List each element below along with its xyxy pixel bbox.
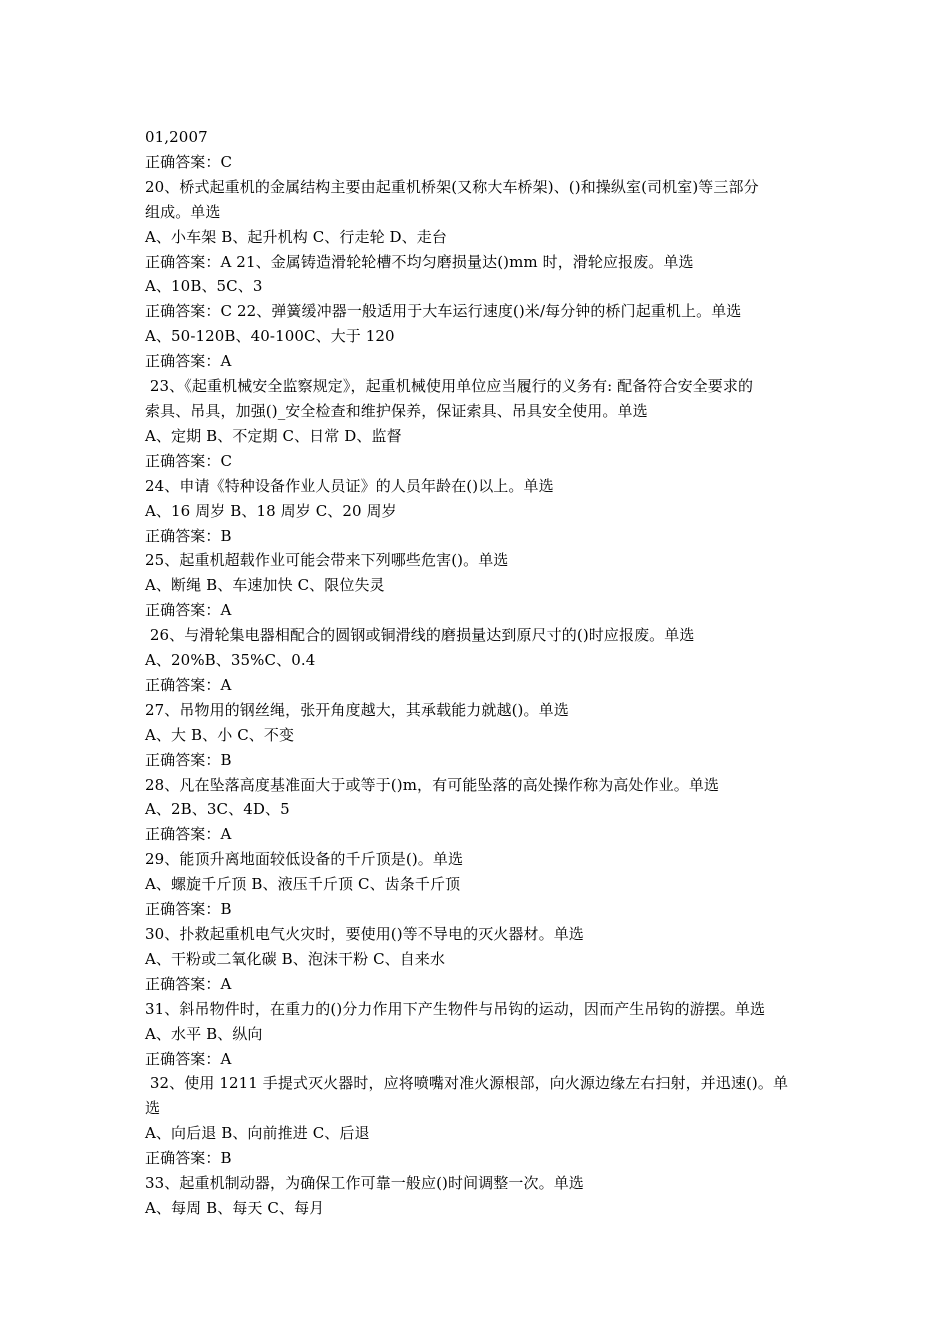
answer-line: 正确答案：B <box>145 900 232 919</box>
question-29: 29、能顶升离地面较低设备的千斤顶是()。单选 <box>145 850 464 869</box>
answer-and-question-21: 正确答案：A 21、金属铸造滑轮轮槽不均匀磨损量达()mm 时，滑轮应报废。单选 <box>145 252 694 271</box>
answer-line: 正确答案：C <box>145 451 233 470</box>
answer-line: 正确答案：A <box>145 974 232 993</box>
answer-line: 正确答案：A <box>145 825 232 844</box>
answer-line: 正确答案：B <box>145 1149 232 1168</box>
answer-line: 正确答案：C <box>145 152 233 171</box>
document-body <box>145 125 811 1221</box>
options-line: A、50-120B、40-100C、大于 120 <box>145 327 395 346</box>
answer-line: 正确答案：A <box>145 352 232 371</box>
answer-line: 正确答案：A <box>145 675 232 694</box>
question-30: 30、扑救起重机电气火灾时，要使用()等不导电的灭火器材。单选 <box>145 925 584 943</box>
question-23: 23、《起重机械安全监察规定》，起重机械使用单位应当履行的义务有: 配备符合安全要求的 <box>145 377 754 396</box>
options-line: A、干粉或二氧化碳 B、泡沫干粉 C、自来水 <box>145 949 446 968</box>
question-26: 26、与滑轮集电器相配合的圆钢或铜滑线的磨损量达到原尺寸的()时应报废。单选 <box>145 626 695 645</box>
options-line: A、20%B、35%C、0.4 <box>145 651 316 670</box>
options-line: A、10B、5C、3 <box>145 277 263 296</box>
options-line: A、定期 B、不定期 C、日常 D、监督 <box>145 426 402 445</box>
question-20-cont: 组成。单选 <box>145 202 221 221</box>
options-line: A、向后退 B、向前推进 C、后退 <box>145 1124 370 1143</box>
question-31: 31、斜吊物件时，在重力的()分力作用下产生物件与吊钩的运动，因而产生吊钩的游摆。单选 <box>145 999 766 1018</box>
options-line: A、每周 B、每天 C、每月 <box>145 1198 325 1217</box>
question-28: 28、凡在坠落高度基准面大于或等于()m，有可能坠落的高处操作称为高处作业。单选 <box>145 775 720 794</box>
question-32-cont: 选 <box>145 1099 161 1118</box>
options-line: A、螺旋千斤顶 B、液压千斤顶 C、齿条千斤顶 <box>145 875 461 894</box>
question-27: 27、吊物用的钢丝绳，张开角度越大，其承载能力就越()。单选 <box>145 700 569 719</box>
options-line: A、小车架 B、起升机构 C、行走轮 D、走台 <box>145 227 447 246</box>
question-24: 24、申请《特种设备作业人员证》的人员年龄在()以上。单选 <box>145 476 554 495</box>
question-33: 33、起重机制动器，为确保工作可靠一般应()时间调整一次。单选 <box>145 1174 584 1193</box>
answer-line: 正确答案：B <box>145 526 232 545</box>
options-line: A、断绳 B、车速加快 C、限位失灵 <box>145 576 385 595</box>
options-line: A、大 B、小 C、不变 <box>145 725 295 744</box>
options-line: A、16 周岁 B、18 周岁 C、20 周岁 <box>145 501 397 520</box>
question-20: 20、桥式起重机的金属结构主要由起重机桥架(又称大车桥架)、()和操纵室(司机室)等三部分 <box>145 177 759 196</box>
question-23-cont: 索具、吊具，加强()_安全检查和维护保养，保证索具、吊具安全使用。单选 <box>145 401 648 420</box>
answer-line: 正确答案：A <box>145 601 232 620</box>
question-25: 25、起重机超载作业可能会带来下列哪些危害()。单选 <box>145 551 509 570</box>
answer-and-question-22: 正确答案：C 22、弹簧缓冲器一般适用于大车运行速度()米/每分钟的桥门起重机上。单选 <box>145 302 742 321</box>
answer-line: 正确答案：A <box>145 1049 232 1068</box>
question-32: 32、使用 1211 手提式灭火器时，应将喷嘴对准火源根部，向火源边缘左右扫射，并迅速()。单 <box>145 1074 789 1093</box>
options-line: A、2B、3C、4D、5 <box>145 800 290 819</box>
options-line: A、水平 B、纵向 <box>145 1024 263 1043</box>
text-line: 01,2007 <box>145 128 208 146</box>
answer-line: 正确答案：B <box>145 750 232 769</box>
